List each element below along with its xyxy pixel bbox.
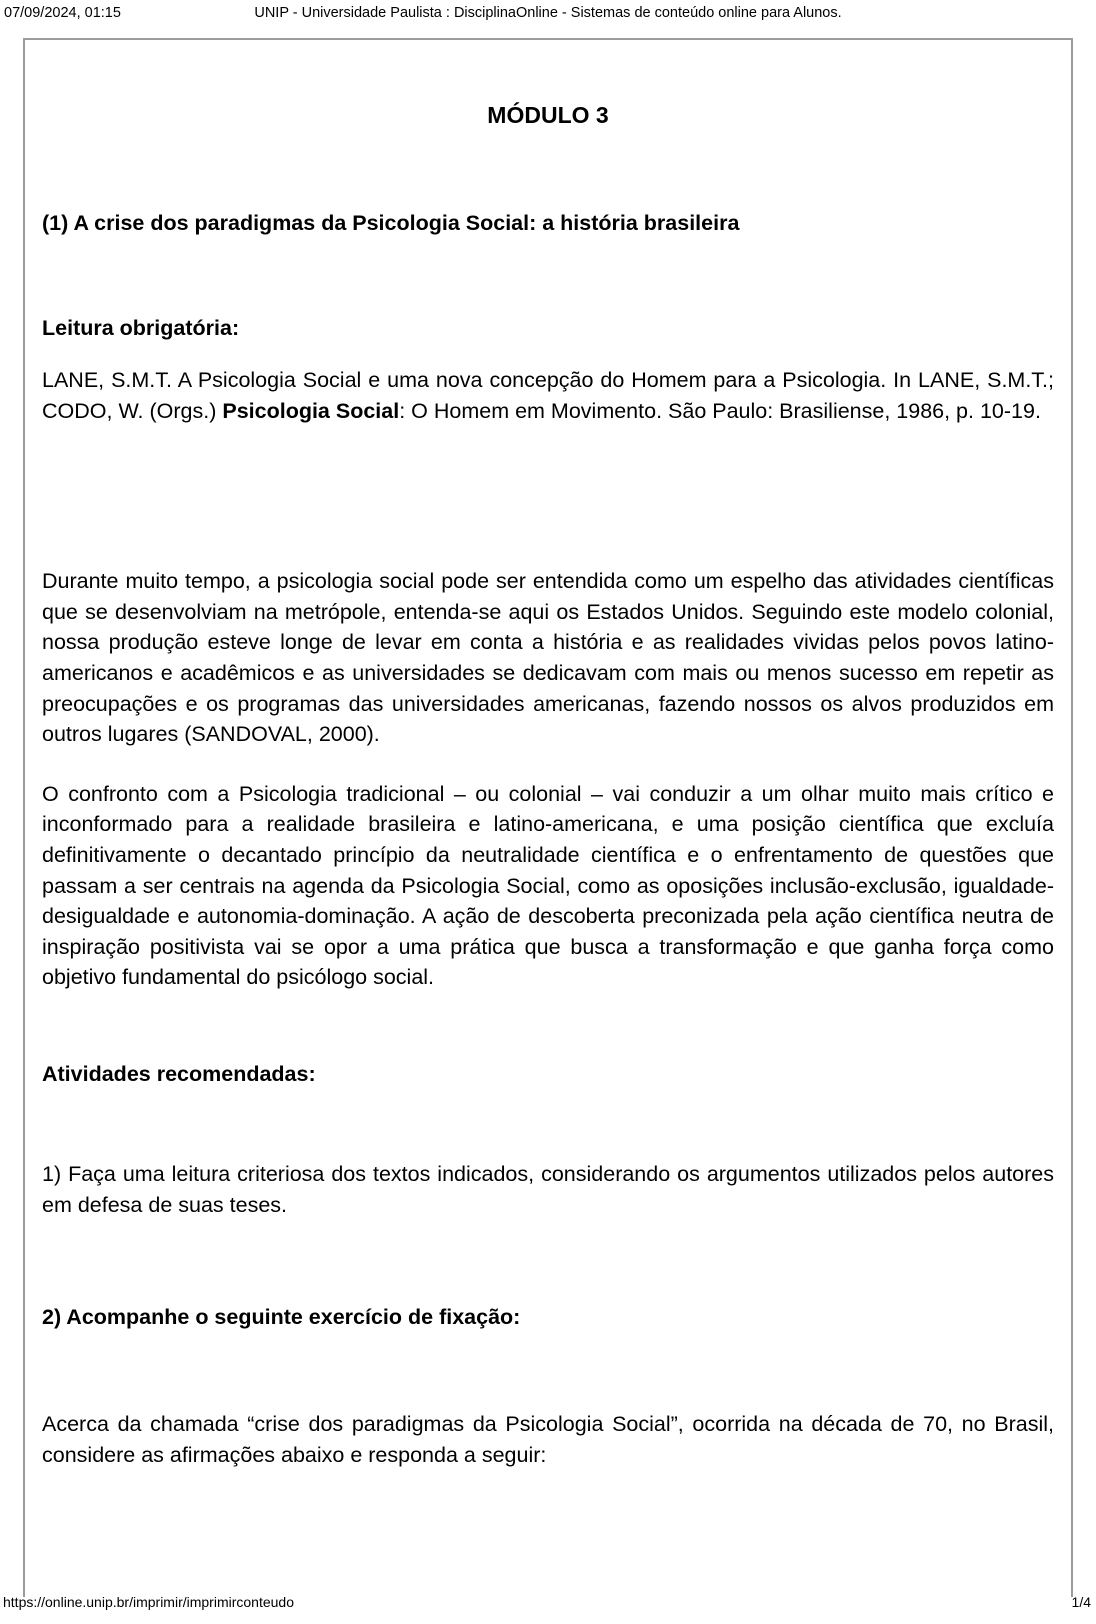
page-indicator: 1/4 [1071, 1594, 1091, 1610]
reference-text-bold: Psicologia Social [222, 398, 400, 423]
print-page-title: UNIP - Universidade Paulista : DisciplinaOnline - Sistemas de conteúdo online para Alunos. [254, 5, 842, 21]
reference-text-pre: LANE, S.M.T. A Psicologia Social e uma nova concepção do Homem para a Psicologia. In LANE, S.M.T.; CODO, W. (Orgs.) [42, 368, 1054, 423]
document-content-frame [23, 38, 1073, 1597]
module-title: MÓDULO 3 [487, 102, 609, 128]
reference-text-post: : O Homem em Movimento. São Paulo: Brasiliense, 1986, p. 10-19. [399, 398, 1041, 423]
required-reading-heading: Leitura obrigatória: [42, 316, 240, 340]
body-paragraph-mirror: Durante muito tempo, a psicologia social pode ser entendida como um espelho das atividades científicas que se desenvolviam na metrópole, entenda-se aqui os Estados Unidos. Seguindo este modelo colonial, nossa produção esteve longe de levar em conta a história e as realidades vividas pelos povos latino-americanos e acadêmicos e as universidades se dedicavam com mais ou menos sucesso em repetir as preocupações e os programas das universidades americanas, fazendo nossos os alvos produzidos em outros lugares (SANDOVAL, 2000). [42, 569, 1054, 747]
print-header [0, 5, 1096, 22]
print-datetime: 07/09/2024, 01:15 [4, 5, 121, 21]
body-paragraph-confronto: O confronto com a Psicologia tradicional – ou colonial – vai conduzir a um olhar muito mais crítico e inconformado para a realidade brasileira e latino-americana, e uma posição científica que excluía definitivamente o decantado princípio da neutralidade científica e o enfrentamento de questões que passam a ser centrais na agenda da Psicologia Social, como as oposições inclusão-exclusão, igualdade-desigualdade e autonomia-dominação. A ação de descoberta preconizada pela ação científica neutra de inspiração positivista vai se opor a uma prática que busca a transformação e que ganha força como objetivo fundamental do psicólogo social. [42, 781, 1054, 990]
print-footer-url: https://online.unip.br/imprimir/imprimirconteudo [3, 1594, 294, 1610]
recommended-activities-heading: Atividades recomendadas: [42, 1061, 316, 1086]
activity-1-paragraph: 1) Faça uma leitura criteriosa dos textos indicados, considerando os argumentos utilizados pelos autores em defesa de suas teses. [42, 1161, 1054, 1217]
section-heading: (1) A crise dos paradigmas da Psicologia Social: a história brasileira [42, 211, 740, 235]
exercise-intro-paragraph: Acerca da chamada “crise dos paradigmas da Psicologia Social”, ocorrida na década de 70, no Brasil, considere as afirmações abaixo e responda a seguir: [42, 1412, 1054, 1467]
reference-paragraph [42, 365, 1054, 426]
activity-2-heading: 2) Acompanhe o seguinte exercício de fixação: [42, 1305, 521, 1330]
